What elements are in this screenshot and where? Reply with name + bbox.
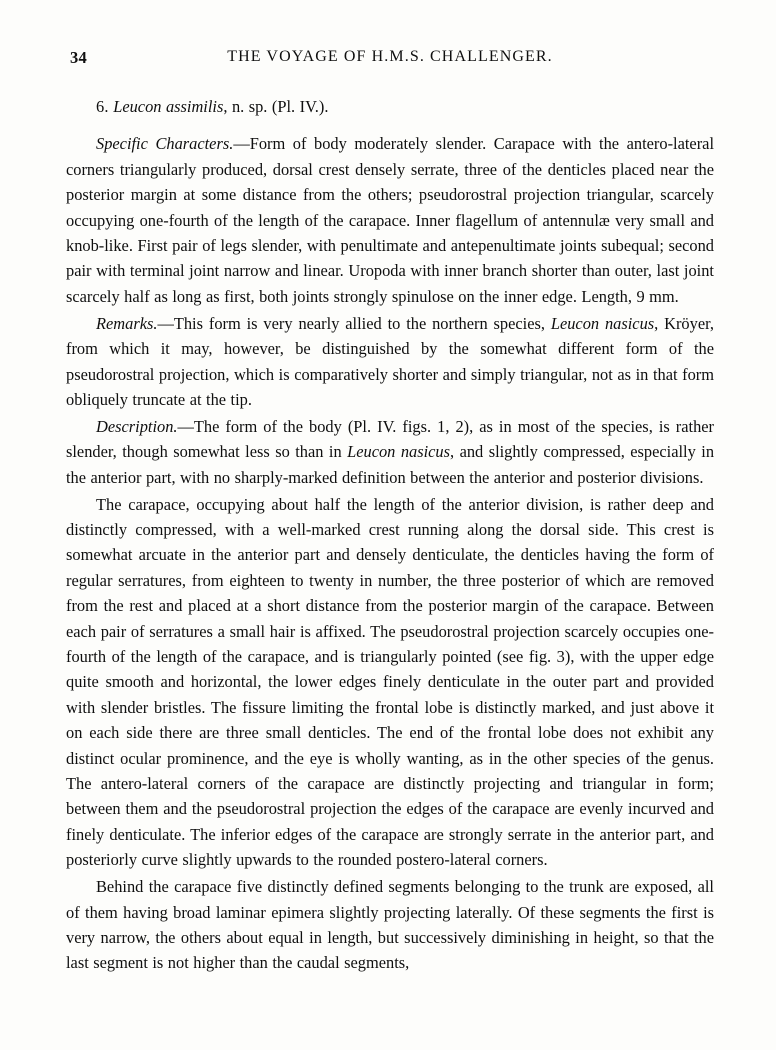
body-column bbox=[66, 78, 714, 976]
em-dash: — bbox=[177, 416, 194, 436]
section-number: 6. bbox=[96, 97, 109, 116]
page-number: 34 bbox=[70, 48, 88, 67]
running-title: THE VOYAGE OF H.M.S. CHALLENGER. bbox=[227, 48, 553, 65]
paragraph-specific-characters bbox=[66, 131, 714, 309]
page-header bbox=[66, 44, 714, 78]
paragraph-lead-specific-characters: Specific Characters. bbox=[96, 134, 234, 154]
species-reference-nasicus-2: Leucon nasicus bbox=[347, 442, 451, 462]
paragraph-carapace: The carapace, occupying about half the length of the anterior division, is rather deep and distinctly compressed, with a well-marked crest running along the dorsal side. This crest is somewhat arcuate in the anterior part and densely denticulate, the denticles having the form of regular serratures, from eighteen to twenty in number, the three posterior of which are removed from the rest and placed at a short distance from the posterior margin of the carapace. Between each pair of serratures a small hair is affixed. The pseudorostral projection scarcely occupies one-fourth of the length of the carapace, and is triangularly pointed (see fig. 3), with the upper edge quite smooth and horizontal, the lower edges finely denticulate in the outer part and provided with slender bristles. The fissure limiting the frontal lobe is distinctly marked, and just above it on each side there are three small denticles. The end of the frontal lobe does not exhibit any distinct ocular prominence, and the eye is wholly wanting, as in the other species of the genus. The antero-lateral corners of the carapace are distinctly projecting and triangular in form; between them and the pseudorostral projection the edges of the carapace are evenly incurved and finely denticulate. The inferior edges of the carapace are strongly serrate in the anterior part, and posteriorly curve slightly upwards to the rounded postero-lateral corners. bbox=[66, 494, 714, 870]
paragraph-text-specific-characters: Form of body moderately slender. Carapace with the antero-lateral corners triangularly produced, dorsal crest densely serrate, three of the denticles placed near the posterior margin at some distance from the others; pseudorostral projection triangular, scarcely occupying one-fourth of the length of the carapace. Inner flagellum of antennulæ very small and knob-like. First pair of legs slender, with penultimate and antepenultimate joints subequal; second pair with terminal joint narrow and linear. Uropoda with inner branch shorter than outer, last joint scarcely half as long as first, both joints strongly spinulose on the inner edge. Length, 9 mm. bbox=[66, 134, 714, 306]
paragraph-text-remarks-a: This form is very nearly allied to the northern species, bbox=[173, 313, 551, 333]
section-heading bbox=[66, 94, 714, 119]
em-dash: — bbox=[157, 313, 174, 333]
paragraph-text-description-a: The form of the body (Pl. IV. figs. 1, 2), as in most of the species, is rather slender, though somewhat less so than in bbox=[66, 416, 714, 462]
paragraph-lead-description: Description. bbox=[96, 416, 178, 436]
species-reference-nasicus-1: Leucon nasicus bbox=[550, 313, 655, 333]
paragraph-segments: Behind the carapace five distinctly defined segments belonging to the trunk are exposed, all of them having broad laminar epimera slightly projecting laterally. Of these segments the first is very narrow, the others about equal in length, but successively diminishing in height, so that the last segment is not higher than the caudal segments, bbox=[66, 877, 714, 973]
species-name: Leucon assimilis bbox=[113, 97, 224, 116]
paragraph-remarks bbox=[66, 311, 714, 413]
em-dash: — bbox=[233, 134, 250, 154]
paragraph-description bbox=[66, 414, 714, 490]
section-authority: , n. sp. (Pl. IV.). bbox=[223, 97, 329, 116]
paragraph-lead-remarks: Remarks. bbox=[96, 313, 158, 333]
paragraph-text-remarks-b: , Kröyer, from which it may, however, be distinguished by the somewhat different form of the pseudorostral projection, which is comparatively shorter and simply triangular, not as in that form obliquely truncate at the tip. bbox=[66, 313, 714, 409]
paragraph-text-description-b: , and slightly compressed, especially in the anterior part, with no sharply-marked definition between the anterior and posterior divisions. bbox=[66, 442, 715, 487]
